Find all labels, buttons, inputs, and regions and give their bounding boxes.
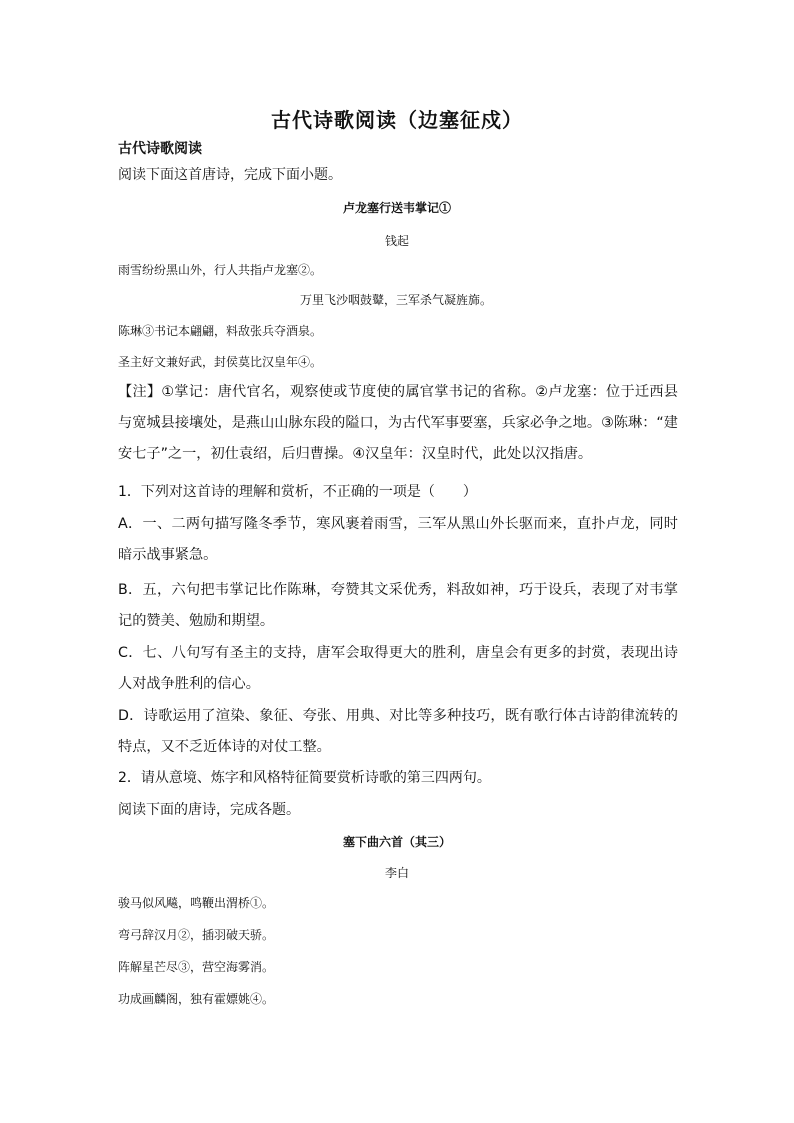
option-b: B．五，六句把韦掌记比作陈琳，夸赞其文采优秀，料敌如神，巧于设兵，表现了对韦掌记的赞美、勉励和期望。 <box>118 582 678 629</box>
poem1-line: 圣主好文兼好武，封侯莫比汉皇年④。 <box>118 355 323 369</box>
poem1-author: 钱起 <box>384 234 409 248</box>
option-d: D．诗歌运用了渲染、象征、夸张、用典、对比等多种技巧，既有歌行体古诗韵律流转的特点，又不乏近体诗的对仗工整。 <box>118 708 678 755</box>
intro-text-2: 阅读下面的唐诗，完成各题。 <box>118 802 300 818</box>
poem1-title: 卢龙塞行送韦掌记① <box>342 201 451 215</box>
question-2: 2．请从意境、炼字和风格特征简要赏析诗歌的第三四两句。 <box>118 770 491 786</box>
poem2-line: 弯弓辞汉月②，插羽破天骄。 <box>118 928 275 942</box>
poem2-line: 阵解星芒尽③，营空海雾消。 <box>118 960 275 974</box>
option-c: C．七、八句写有圣主的支持，唐军会取得更大的胜利，唐皇会有更多的封赏，表现出诗人对战争胜利的信心。 <box>118 645 678 692</box>
annotation-notes: 【注】①掌记：唐代官名，观察使或节度使的属官掌书记的省称。②卢龙塞：位于迁西县与宽城县接壤处，是燕山山脉东段的隘口，为古代军事要塞，兵家必争之地。③陈琳：“建安七子”之一，初仕袁绍，后归曹操。④汉皇年：汉皇时代，此处以汉指唐。 <box>118 384 678 462</box>
question-1-stem: 1．下列对这首诗的理解和赏析，不正确的一项是（ ） <box>118 484 477 500</box>
poem1-line: 万里飞沙咽鼓鼙，三军杀气凝旌旆。 <box>300 293 493 307</box>
intro-text-1: 阅读下面这首唐诗，完成下面小题。 <box>118 167 342 183</box>
poem2-title: 塞下曲六首（其三） <box>342 835 451 849</box>
poem2-line: 骏马似风飚，鸣鞭出渭桥①。 <box>118 896 275 910</box>
section-heading: 古代诗歌阅读 <box>118 141 202 157</box>
poem1-line: 雨雪纷纷黑山外，行人共指卢龙塞②。 <box>118 263 323 277</box>
poem2-author: 李白 <box>384 866 409 880</box>
poem1-line: 陈琳③书记本翩翩，料敌张兵夺酒泉。 <box>118 324 323 338</box>
option-a: A．一、二两句描写隆冬季节，寒风裹着雨雪，三军从黑山外长驱而来，直扑卢龙，同时暗示战事紧急。 <box>118 516 678 563</box>
page-title: 古代诗歌阅读（边塞征戍） <box>271 108 523 132</box>
poem2-line: 功成画麟阁，独有霍嫖姚④。 <box>118 992 275 1006</box>
